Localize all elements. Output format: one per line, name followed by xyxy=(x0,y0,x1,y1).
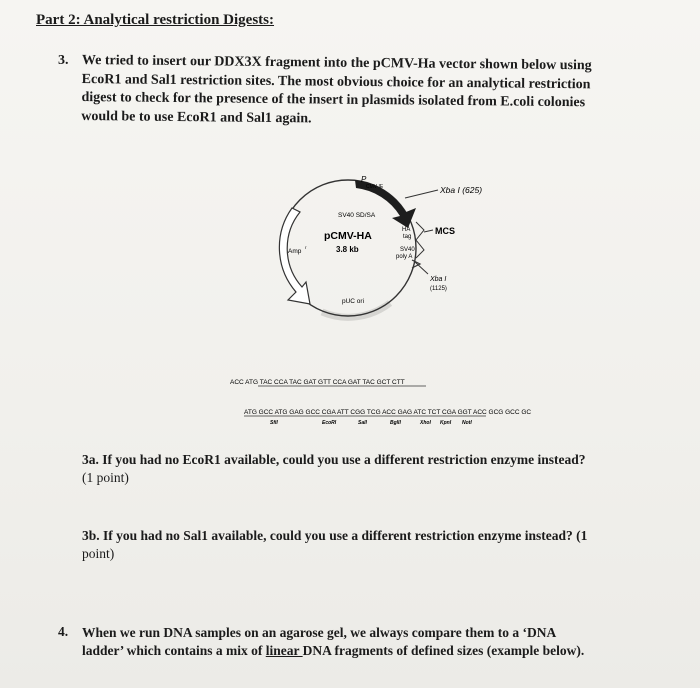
question-3a-points: (1 point) xyxy=(82,470,129,485)
site-xho1: XhoI xyxy=(420,420,431,426)
xba1-bottom-leader xyxy=(415,262,428,274)
xba1-top-label: Xba I (625) xyxy=(440,185,483,195)
mcs-sequence-text: ATG GCC ATG GAG GCC CGA ATT CGG TCG ACC GAG ATC TCT CGA GGT ACC GCG GCC GC xyxy=(244,409,532,416)
plasmid-size: 3.8 kb xyxy=(336,245,359,254)
site-kpn1: KpnI xyxy=(440,420,452,426)
mcs-leader xyxy=(424,230,433,232)
question-3b-points: point) xyxy=(82,546,115,561)
xba1-bottom-label: Xba I xyxy=(430,276,447,283)
plasmid-map xyxy=(230,160,520,330)
ampr-arrow xyxy=(279,208,310,304)
mcs-bracket xyxy=(416,222,424,258)
sv40-polya-label-2: poly A xyxy=(396,254,413,260)
cmv-promoter-arrow xyxy=(355,180,416,228)
site-ecor1: EcoRI xyxy=(322,420,337,426)
ha-tag-label-2: tag xyxy=(403,234,412,240)
promoter-sub-label: CMV IE xyxy=(366,184,384,190)
section-heading: Part 2: Analytical restriction Digests: xyxy=(36,12,275,28)
puc-ori-label: pUC ori xyxy=(342,298,365,305)
question-3b xyxy=(82,527,662,563)
question-3b-line: 3b. If you had no Sal1 available, could you use a different restriction enzyme instead? (1 xyxy=(82,528,588,543)
sv40-polya-label: SV40 xyxy=(400,247,415,253)
question-3-text xyxy=(81,52,652,132)
site-sal1: SalI xyxy=(358,420,367,426)
question-3-number: 3. xyxy=(58,53,69,68)
ha-tag-label: HA xyxy=(402,227,411,233)
ampr-sup: r xyxy=(305,245,307,250)
site-bgl2: BglII xyxy=(390,420,401,426)
xba1-top-leader xyxy=(405,190,438,198)
question-4 xyxy=(82,624,662,660)
mcs-label: MCS xyxy=(435,226,455,236)
site-sfi1: SfiI xyxy=(270,420,278,426)
ampr-label: Amp xyxy=(288,248,302,255)
question-3-line: would be to use EcoR1 and Sal1 again. xyxy=(81,108,312,126)
question-3-line: EcoR1 and Sal1 restriction sites. The most obvious choice for an analytical restriction xyxy=(81,71,591,92)
mcs-sequence xyxy=(230,372,532,432)
promoter-label: P xyxy=(361,175,367,184)
question-4-underlined: linear xyxy=(265,643,303,658)
question-4-text-end: DNA fragments of defined sizes (example below). xyxy=(302,643,585,658)
question-3a-line: 3a. If you had no EcoR1 available, could you use a different restriction enzyme instead? xyxy=(82,452,586,467)
question-3a xyxy=(82,451,662,487)
sv40-polya-arrow xyxy=(412,260,420,268)
plasmid-name: pCMV-HA xyxy=(324,230,372,242)
question-4-line-2 xyxy=(82,642,662,660)
question-3-line: digest to check for the presence of the insert in plasmids isolated from E.coli colonies xyxy=(81,89,586,111)
sv40-sdsa-label: SV40 SD/SA xyxy=(338,212,376,219)
ha-tag-sequence: ACC ATG TAC CCA TAC GAT GTT CCA GAT TAC GCT CTT xyxy=(230,379,405,386)
puc-ori-arc xyxy=(322,303,390,317)
site-not1: NotI xyxy=(462,420,472,426)
xba1-bottom-pos: (1125) xyxy=(430,286,447,292)
question-3-line: We tried to insert our DDX3X fragment into the pCMV-Ha vector shown below using xyxy=(81,52,592,74)
question-4-line: When we run DNA samples on an agarose gel, we always compare them to a ‘DNA xyxy=(82,625,557,640)
question-4-text: ladder’ which contains a mix of xyxy=(82,643,266,658)
question-4-number: 4. xyxy=(58,624,69,639)
